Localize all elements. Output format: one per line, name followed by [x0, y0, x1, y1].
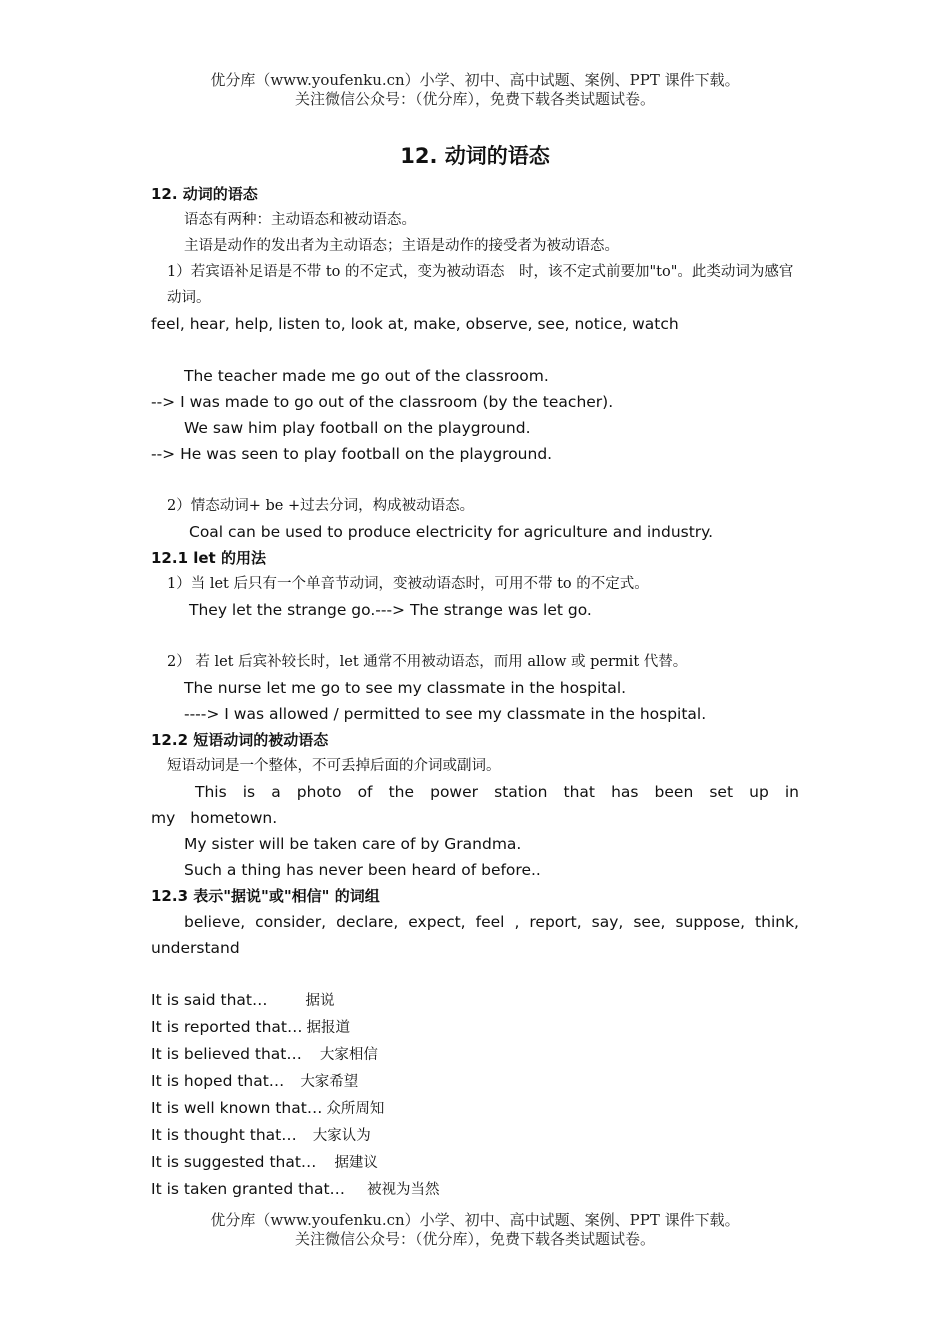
phrase-item	[151, 1095, 799, 1122]
section-heading-12-1: 12.1 let 的用法	[151, 549, 266, 567]
example-sentence: This is a photo of the power station that has been set up in my hometown.	[151, 783, 799, 827]
paragraph: 1）当 let 后只有一个单音节动词，变被动语态时，可用不带 to 的不定式。	[167, 576, 649, 592]
phrase-english: It is hoped that…	[151, 1072, 285, 1090]
section-heading-12-2: 12.2 短语动词的被动语态	[151, 731, 329, 749]
verb-list: believe, consider, declare, expect, feel , report, say, see, suppose, think, understand	[151, 913, 799, 957]
phrase-english: It is said that…	[151, 991, 268, 1009]
paragraph: 2）情态动词+ be +过去分词，构成被动语态。	[167, 498, 475, 514]
page-title: 12. 动词的语态	[400, 144, 550, 168]
example-sentence: The teacher made me go out of the classroom.	[184, 367, 549, 385]
footer-line-1: 优分库（www.youfenku.cn）小学、初中、高中试题、案例、PPT 课件下载。	[210, 1211, 740, 1229]
header-line-1: 优分库（www.youfenku.cn）小学、初中、高中试题、案例、PPT 课件下载。	[210, 71, 740, 89]
header-line-2: 关注微信公众号：（优分库），免费下载各类试题试卷。	[294, 90, 655, 108]
phrase-chinese: 大家相信	[319, 1047, 378, 1063]
phrase-item	[151, 1068, 799, 1095]
example-sentence: We saw him play football on the playground.	[184, 419, 531, 437]
phrase-chinese: 众所周知	[326, 1101, 385, 1117]
page-footer	[0, 1211, 950, 1249]
phrase-english: It is suggested that…	[151, 1153, 317, 1171]
paragraph: 主语是动作的发出者为主动语态；主语是动作的接受者为被动语态。	[184, 238, 619, 254]
phrase-english: It is believed that…	[151, 1045, 302, 1063]
paragraph: 短语动词是一个整体，不可丢掉后面的介词或副词。	[167, 758, 501, 774]
section-heading-12: 12. 动词的语态	[151, 185, 258, 203]
phrase-chinese: 据建议	[334, 1155, 378, 1171]
example-sentence: Coal can be used to produce electricity for agriculture and industry.	[189, 523, 714, 541]
phrase-chinese: 据说	[305, 993, 335, 1009]
example-sentence: --> I was made to go out of the classroom (by the teacher).	[151, 393, 614, 411]
phrase-item	[151, 1149, 799, 1176]
phrase-english: It is taken granted that…	[151, 1180, 346, 1198]
paragraph: 语态有两种：主动语态和被动语态。	[184, 212, 416, 228]
section-heading-12-3: 12.3 表示"据说"或"相信" 的词组	[151, 887, 380, 905]
phrase-chinese: 被视为当然	[367, 1182, 440, 1198]
phrase-item	[151, 1176, 799, 1203]
phrase-chinese: 据报道	[306, 1020, 351, 1036]
phrase-item	[151, 1041, 799, 1068]
footer-line-2: 关注微信公众号：（优分库），免费下载各类试题试卷。	[294, 1230, 655, 1248]
example-sentence: My sister will be taken care of by Grandma.	[184, 835, 522, 853]
phrase-english: It is reported that…	[151, 1018, 303, 1036]
example-sentence: Such a thing has never been heard of before..	[184, 861, 541, 879]
phrase-english: It is well known that…	[151, 1099, 323, 1117]
example-sentence: ----> I was allowed / permitted to see my classmate in the hospital.	[184, 705, 707, 723]
example-sentence: --> He was seen to play football on the playground.	[151, 445, 553, 463]
phrase-english: It is thought that…	[151, 1126, 297, 1144]
paragraph: 1）若宾语补足语是不带 to 的不定式，变为被动语态 时，该不定式前要加"to"。此类动词为感官动词。	[167, 264, 794, 306]
verb-list: feel, hear, help, listen to, look at, make, observe, see, notice, watch	[151, 315, 679, 333]
paragraph: 2） 若 let 后宾补较长时，let 通常不用被动语态，而用 allow 或 permit 代替。	[167, 654, 688, 670]
phrase-item	[151, 987, 799, 1014]
phrase-list	[151, 987, 799, 1203]
example-sentence: They let the strange go.---> The strange was let go.	[189, 601, 592, 619]
phrase-item	[151, 1122, 799, 1149]
phrase-chinese: 大家认为	[312, 1128, 371, 1144]
phrase-item	[151, 1014, 799, 1041]
example-sentence: The nurse let me go to see my classmate in the hospital.	[184, 679, 627, 697]
phrase-chinese: 大家希望	[300, 1074, 359, 1090]
page-header	[0, 71, 950, 109]
document-body	[151, 181, 799, 1203]
